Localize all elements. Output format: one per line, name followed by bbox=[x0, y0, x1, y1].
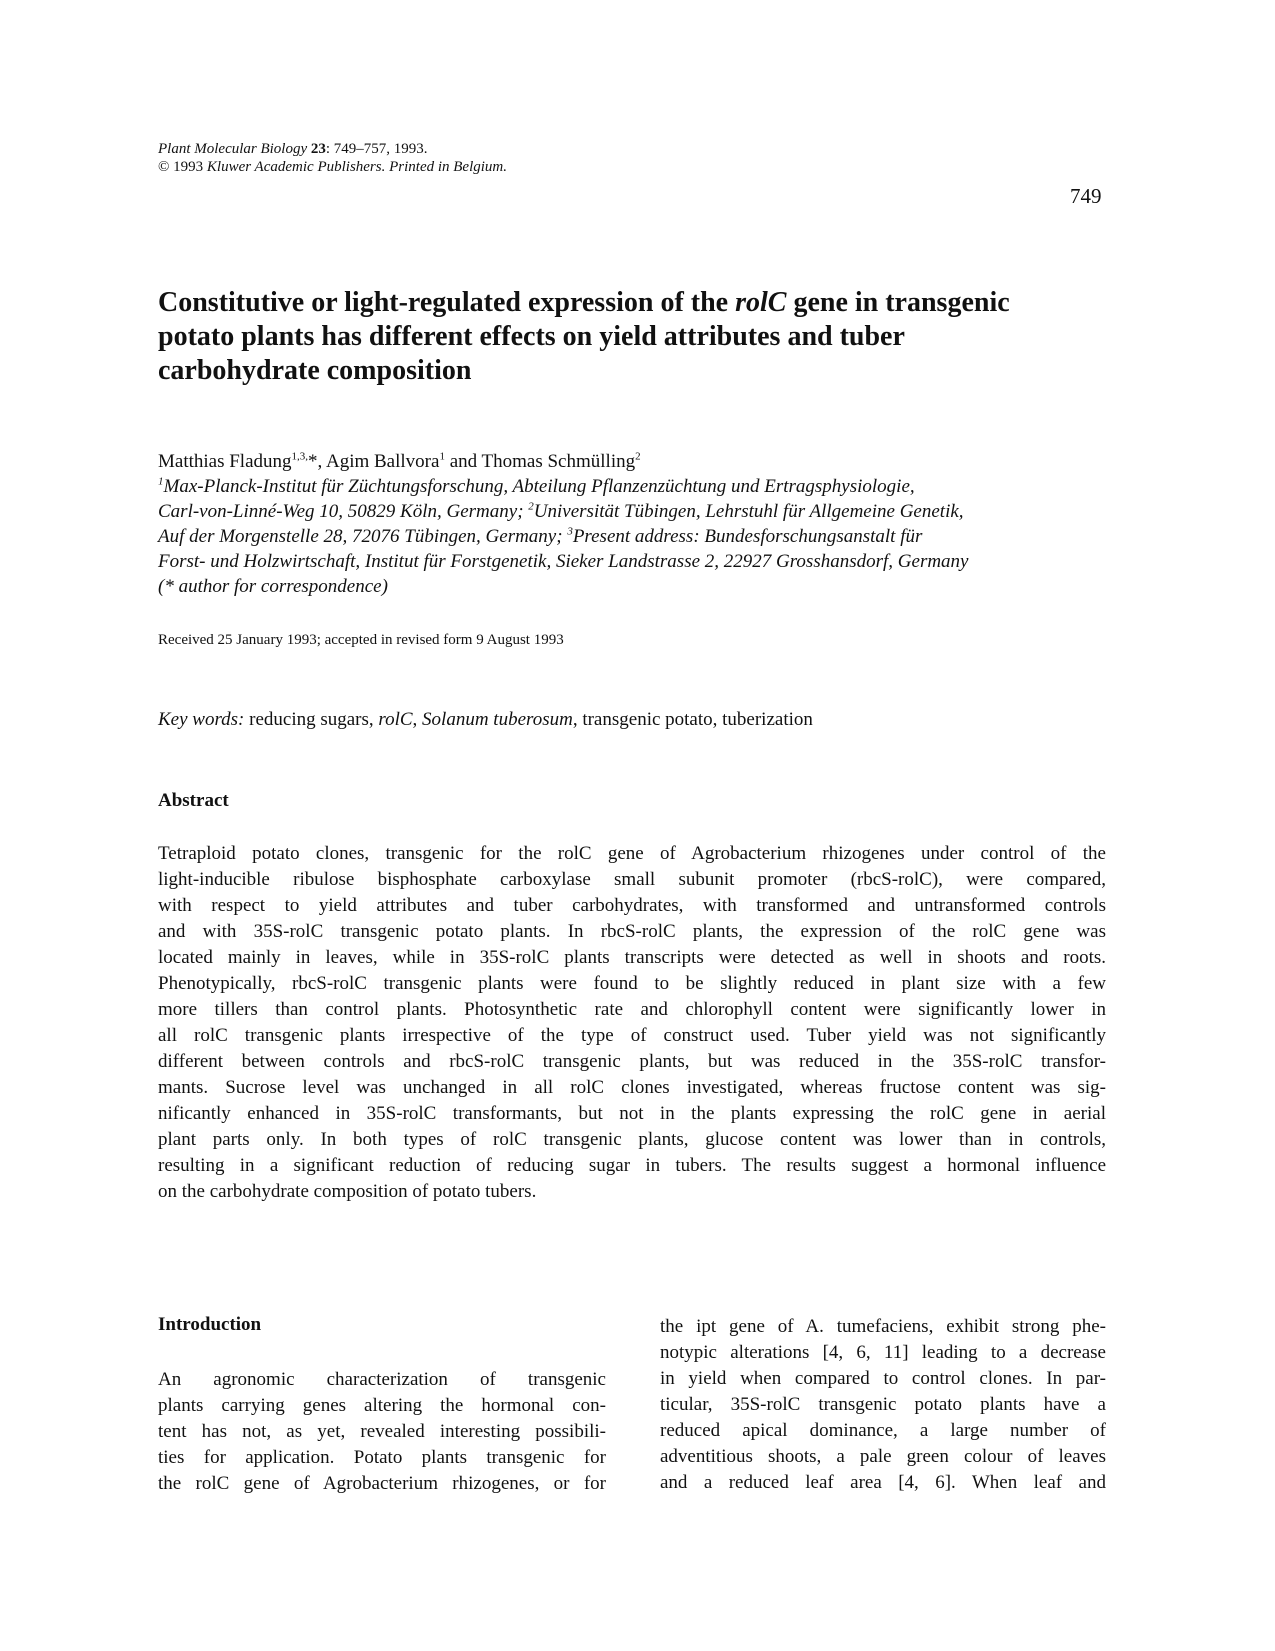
affil-mark: 2 bbox=[528, 500, 534, 513]
affil-text: Max-Planck-Institut für Züchtungsforschung, Abteilung Pflanzenzüchtung und Ertragsphysiologie, bbox=[163, 476, 915, 497]
affil-text: Auf der Morgenstelle 28, 72076 Tübingen, Germany; bbox=[158, 526, 568, 547]
title-line-2: potato plants has different effects on yield attributes and tuber bbox=[158, 321, 905, 352]
abstract-line: different between controls and rbcS-rolC transgenic plants, but was reduced in the 35S-rolC transfor- bbox=[158, 1051, 1106, 1072]
title-line-3: carbohydrate composition bbox=[158, 355, 472, 386]
intro-column-right bbox=[660, 1314, 1106, 1496]
affil-text: Universität Tübingen, Lehrstuhl für Allgemeine Genetik, bbox=[533, 501, 964, 522]
author-list bbox=[158, 449, 1108, 474]
title-gene: rolC bbox=[735, 287, 787, 318]
journal-volume: 23 bbox=[310, 141, 326, 157]
intro-line: in yield when compared to control clones. In par- bbox=[660, 1368, 1106, 1389]
abstract-line: and with 35S-rolC transgenic potato plants. In rbcS-rolC plants, the expression of the rolC gene was bbox=[158, 921, 1106, 942]
keywords bbox=[158, 709, 1108, 731]
intro-line: An agronomic characterization of transgenic bbox=[158, 1369, 606, 1390]
author-2: , Agim Ballvora bbox=[317, 451, 440, 472]
intro-line: the rolC gene of Agrobacterium rhizogenes, or for bbox=[158, 1473, 606, 1494]
copyright-line bbox=[158, 158, 1098, 176]
affil-mark: 1 bbox=[158, 475, 164, 488]
abstract-line: mants. Sucrose level was unchanged in all rolC clones investigated, whereas fructose content was sig- bbox=[158, 1077, 1106, 1098]
affil-line bbox=[158, 524, 1108, 549]
intro-line: tent has not, as yet, revealed interesting possibili- bbox=[158, 1421, 606, 1442]
journal-name: Plant Molecular Biology bbox=[158, 141, 308, 157]
abstract-line: nificantly enhanced in 35S-rolC transformants, but not in the plants expressing the rolC gene in aerial bbox=[158, 1103, 1106, 1124]
affil-line bbox=[158, 549, 1108, 574]
journal-header bbox=[158, 140, 1098, 176]
title-part-1: Constitutive or light-regulated expression of the bbox=[158, 287, 736, 318]
intro-line: adventitious shoots, a pale green colour of leaves bbox=[660, 1446, 1106, 1467]
affil-line bbox=[158, 474, 1108, 499]
intro-line: ties for application. Potato plants transgenic for bbox=[158, 1447, 606, 1468]
abstract-heading: Abstract bbox=[158, 790, 229, 811]
publisher: Kluwer Academic Publishers. Printed in Belgium. bbox=[206, 159, 508, 175]
affil-mark: 3 bbox=[567, 525, 573, 538]
abstract-line: light-inducible ribulose bisphosphate carboxylase small subunit promoter (rbcS-rolC), were compared, bbox=[158, 869, 1106, 890]
affil-text: Carl-von-Linné-Weg 10, 50829 Köln, Germany; bbox=[158, 501, 529, 522]
abstract-line: Phenotypically, rbcS-rolC transgenic plants were found to be slightly reduced in plant size with a few bbox=[158, 973, 1106, 994]
affil-text: Present address: Bundesforschungsanstalt für bbox=[572, 526, 923, 547]
abstract-line: located mainly in leaves, while in 35S-rolC plants transcripts were detected as well in shoots and roots. bbox=[158, 947, 1106, 968]
keyword-text: reducing sugars, bbox=[244, 709, 379, 730]
intro-line: notypic alterations [4, 6, 11] leading to a decrease bbox=[660, 1342, 1106, 1363]
intro-line: and a reduced leaf area [4, 6]. When leaf and bbox=[660, 1472, 1106, 1493]
introduction-heading: Introduction bbox=[158, 1314, 262, 1335]
author-1-affil: 1,3, bbox=[291, 450, 309, 463]
abstract-line: Tetraploid potato clones, transgenic for the rolC gene of Agrobacterium rhizogenes under control of the bbox=[158, 843, 1106, 864]
affil-text: Forst- und Holzwirtschaft, Institut für Forstgenetik, Sieker Landstrasse 2, 22927 Grosshansdorf, Germany bbox=[158, 551, 969, 572]
intro-line: ticular, 35S-rolC transgenic potato plants have a bbox=[660, 1394, 1106, 1415]
intro-line: reduced apical dominance, a large number of bbox=[660, 1420, 1106, 1441]
intro-line: the ipt gene of A. tumefaciens, exhibit strong phe- bbox=[660, 1316, 1106, 1337]
corresponding-mark: * bbox=[308, 451, 318, 472]
keyword-text: rolC bbox=[378, 709, 413, 730]
abstract-line: resulting in a significant reduction of reducing sugar in tubers. The results suggest a hormonal influence bbox=[158, 1155, 1106, 1176]
page-number: 749 bbox=[1070, 184, 1102, 208]
keyword-text: Solanum tuberosum bbox=[422, 709, 573, 730]
affil-line bbox=[158, 499, 1108, 524]
keyword-text: , transgenic potato, tuberization bbox=[572, 709, 813, 730]
abstract-line: plant parts only. In both types of rolC transgenic plants, glucose content was lower than in controls, bbox=[158, 1129, 1106, 1150]
correspondence-note: (* author for correspondence) bbox=[158, 576, 388, 597]
author-2-affil: 1 bbox=[439, 450, 445, 463]
keyword-text: , bbox=[412, 709, 423, 730]
author-3-affil: 2 bbox=[635, 450, 641, 463]
citation-line bbox=[158, 140, 1098, 158]
journal-pages: : 749–757, 1993. bbox=[325, 141, 428, 157]
intro-line: plants carrying genes altering the hormonal con- bbox=[158, 1395, 606, 1416]
received-dates: Received 25 January 1993; accepted in revised form 9 August 1993 bbox=[158, 632, 564, 648]
intro-column-left bbox=[158, 1367, 606, 1497]
copyright: © 1993 bbox=[158, 159, 204, 175]
abstract-line: all rolC transgenic plants irrespective of the type of construct used. Tuber yield was not significantly bbox=[158, 1025, 1106, 1046]
author-1: Matthias Fladung bbox=[158, 451, 292, 472]
affiliations bbox=[158, 474, 1108, 599]
abstract-line: on the carbohydrate composition of potato tubers. bbox=[158, 1181, 537, 1202]
abstract-body bbox=[158, 841, 1106, 1205]
title-part-2: gene in transgenic bbox=[786, 287, 1010, 318]
abstract-line: with respect to yield attributes and tuber carbohydrates, with transformed and untransformed controls bbox=[158, 895, 1106, 916]
affil-line bbox=[158, 574, 1108, 599]
author-3: and Thomas Schmülling bbox=[444, 451, 636, 472]
keywords-label: Key words: bbox=[158, 709, 245, 730]
abstract-line: more tillers than control plants. Photosynthetic rate and chlorophyll content were significantly lower in bbox=[158, 999, 1106, 1020]
paper-title bbox=[158, 286, 1108, 388]
